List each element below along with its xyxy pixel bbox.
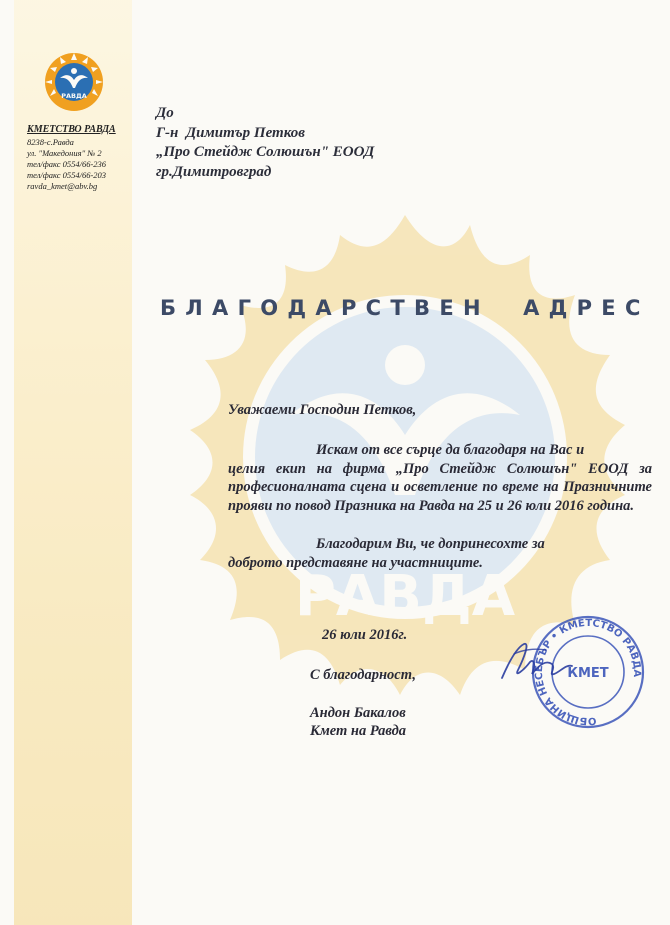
paragraph-2-rest: доброто представяне на участниците. [228, 554, 483, 571]
signatory-position: Кмет на Равда [310, 723, 407, 739]
sender-address2: ул. "Македония" № 2 [27, 148, 102, 158]
sender-phone2: тел/факс 0554/66-203 [27, 170, 107, 180]
salutation: Уважаеми Господин Петков, [228, 402, 417, 418]
recipient-to: До [156, 105, 174, 121]
paragraph-1-line1: Искам от все сърце да благодаря на Вас и [316, 442, 585, 458]
sender-org: КМЕТСТВО РАВДА [27, 124, 116, 135]
paragraph-2 [316, 535, 652, 554]
handwritten-signature [494, 634, 578, 694]
document-title: БЛАГОДАРСТВЕН АДРЕС [160, 296, 650, 320]
sender-address1: 8238-с.Равда [27, 137, 74, 147]
closing-regards: С благодарност, [310, 667, 416, 683]
stamp-ring-text: ОБЩИНА НЕСЕБЪР • КМЕТСТВО РАВДА [533, 617, 643, 727]
sender-block [27, 124, 137, 192]
recipient-city: гр.Димитровград [156, 163, 272, 180]
recipient-block [156, 104, 374, 182]
ravda-logo [44, 52, 104, 112]
logo-text: РАВДА [61, 92, 87, 100]
paragraph-1-rest: целия екип на фирма „Про Стейдж Солюшън" ЕООД за професионалната сцена и осветление по време на Празничните прояви по повод Празника на Равда на 25 и 26 юли 2016 година. [228, 460, 652, 514]
sender-email: ravda_kmet@abv.bg [27, 181, 98, 191]
letter-date: 26 юли 2016г. [322, 627, 408, 643]
stamp-center-text: КМЕТ [567, 666, 609, 681]
paragraph-2-line1: Благодарим Ви, че допринесохте за [316, 536, 545, 552]
recipient-name: Г-н Димитър Петков [156, 124, 305, 141]
recipient-company: „Про Стейдж Солюшън" ЕООД [156, 144, 375, 160]
watermark-text: РАВДА [294, 564, 516, 629]
paragraph-1 [316, 441, 652, 460]
sender-phone1: тел/факс 0554/66-236 [27, 159, 107, 169]
signatory-name: Андон Бакалов [310, 705, 406, 721]
